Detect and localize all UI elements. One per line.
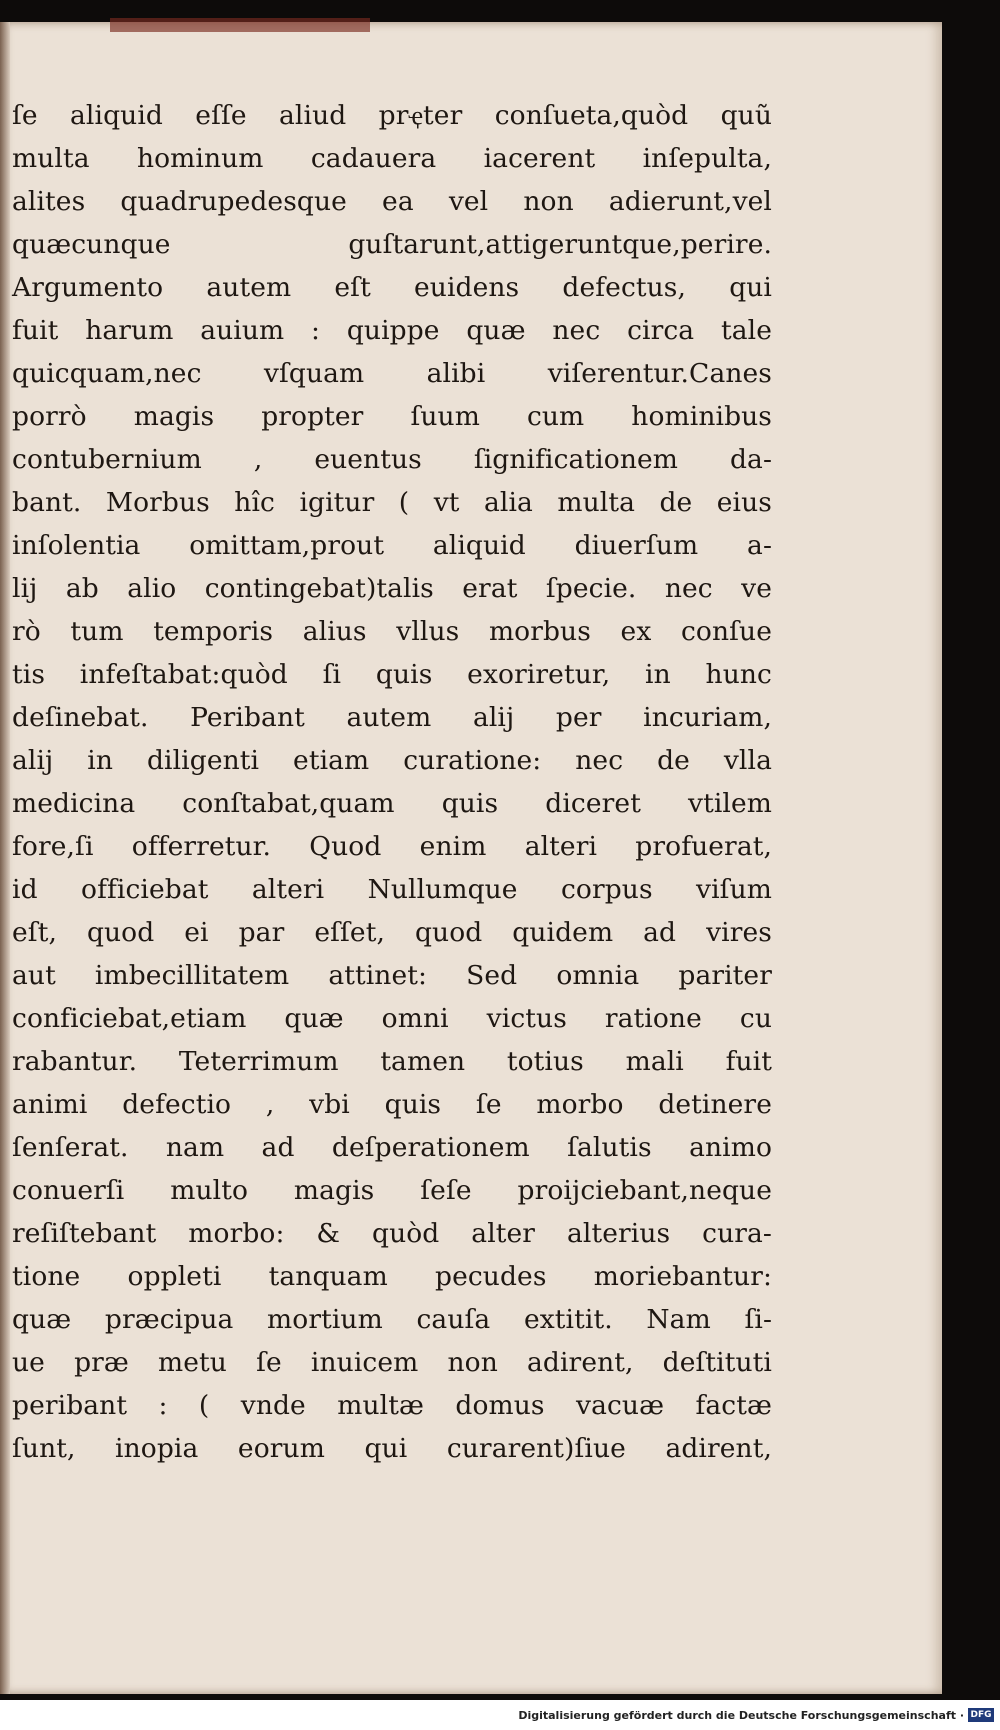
text-line: id officiebat alteri Nullumque corpus viſum (12, 874, 772, 905)
text-line: deſinebat. Peribant autem alij per incuriam, (12, 702, 772, 733)
text-line: aut imbecillitatem attinet: Sed omnia pariter (12, 960, 772, 991)
text-line: medicina conſtabat,quam quis diceret vtilem (12, 788, 772, 819)
page-gutter-edge (0, 22, 10, 1694)
text-line: ſenſerat. nam ad deſperationem ſalutis animo (12, 1132, 772, 1163)
book-page (0, 22, 942, 1694)
text-line: ſunt, inopia eorum qui curarent)ſiue adirent, (12, 1433, 772, 1464)
text-line: animi defectio , vbi quis ſe morbo detinere (12, 1089, 772, 1120)
text-line: ſe aliquid eſſe aliud prҿter conſueta,quòd quũ (12, 100, 772, 131)
text-line: alites quadrupedesque ea vel non adierunt,vel (12, 186, 772, 217)
text-line: fuit harum auium : quippe quæ nec circa tale (12, 315, 772, 346)
text-line: conficiebat,etiam quæ omni victus ratione cu (12, 1003, 772, 1034)
text-line: quæcunque guſtarunt,attigeruntque,perire. (12, 229, 772, 260)
text-line: quicquam,nec vſquam alibi viſerentur.Canes (12, 358, 772, 389)
text-line: alij in diligenti etiam curatione: nec de vlla (12, 745, 772, 776)
footer-bar (0, 1700, 1000, 1730)
text-line: inſolentia omittam,prout aliquid diuerſum a- (12, 530, 772, 561)
text-line: quæ præcipua mortium cauſa extitit. Nam ſi- (12, 1304, 772, 1335)
text-line: peribant : ( vnde multæ domus vacuæ factæ (12, 1390, 772, 1421)
text-line: rò tum temporis alius vllus morbus ex conſue (12, 616, 772, 647)
latin-text-block (12, 94, 772, 1470)
text-line: tione oppleti tanquam pecudes moriebantur: (12, 1261, 772, 1292)
text-line: conuerſi multo magis ſeſe proijciebant,neque (12, 1175, 772, 1206)
text-line: contubernium , euentus ſignificationem da- (12, 444, 772, 475)
text-line: multa hominum cadauera iacerent inſepulta, (12, 143, 772, 174)
text-line: fore,ſi offerretur. Quod enim alteri profuerat, (12, 831, 772, 862)
text-line: ue præ metu ſe inuicem non adirent, deſtituti (12, 1347, 772, 1378)
dfg-logo: DFG (968, 1708, 994, 1722)
text-line: tis infeſtabat:quòd ſi quis exoriretur, in hunc (12, 659, 772, 690)
text-line: bant. Morbus hîc igitur ( vt alia multa de eius (12, 487, 772, 518)
top-binding-stain (110, 18, 370, 32)
text-line: Argumento autem eſt euidens defectus, qui (12, 272, 772, 303)
text-line: eſt, quod ei par eſſet, quod quidem ad vires (12, 917, 772, 948)
text-line: rabantur. Teterrimum tamen totius mali fuit (12, 1046, 772, 1077)
text-line: porrò magis propter ſuum cum hominibus (12, 401, 772, 432)
funding-credit: Digitalisierung gefördert durch die Deutsche Forschungsgemeinschaft · (518, 1709, 964, 1722)
text-line: reſiſtebant morbo: & quòd alter alterius cura- (12, 1218, 772, 1249)
text-line: lij ab alio contingebat)talis erat ſpecie. nec ve (12, 573, 772, 604)
